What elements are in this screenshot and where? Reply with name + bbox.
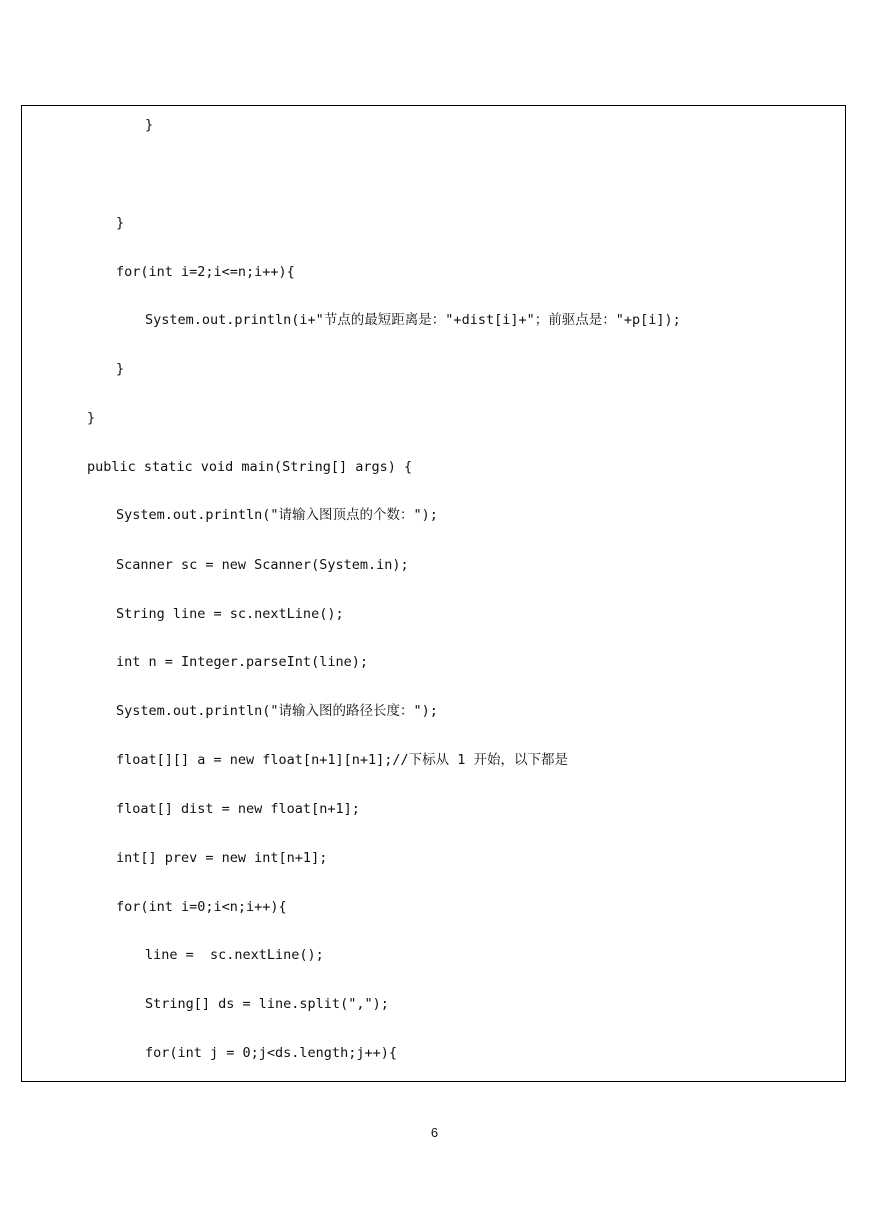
- code-line: int[] prev = new int[n+1];: [116, 850, 328, 866]
- code-line: int n = Integer.parseInt(line);: [116, 654, 368, 670]
- page-number: 6: [430, 1125, 439, 1140]
- code-line: for(int i=0;i<n;i++){: [116, 899, 287, 915]
- code-line: String[] ds = line.split(",");: [145, 996, 389, 1012]
- code-line: System.out.println("请输入图的路径长度：");: [116, 703, 438, 719]
- code-line: System.out.println("请输入图顶点的个数：");: [116, 507, 438, 523]
- code-line: float[][] a = new float[n+1][n+1];//下标从 1 开始，以下都是: [116, 752, 568, 768]
- code-line: public static void main(String[] args) {: [87, 459, 413, 475]
- code-line: String line = sc.nextLine();: [116, 606, 344, 622]
- code-frame: [21, 105, 846, 1082]
- code-line: float[] dist = new float[n+1];: [116, 801, 360, 817]
- code-line: }: [87, 410, 96, 426]
- code-line: }: [116, 361, 125, 377]
- code-line: for(int j = 0;j<ds.length;j++){: [145, 1045, 397, 1061]
- code-line: Scanner sc = new Scanner(System.in);: [116, 557, 409, 573]
- code-line: }: [116, 215, 125, 231]
- code-line: line = sc.nextLine();: [145, 947, 324, 963]
- code-line: System.out.println(i+"节点的最短距离是："+dist[i]+"；前驱点是："+p[i]);: [145, 312, 681, 328]
- code-line: for(int i=2;i<=n;i++){: [116, 264, 295, 280]
- code-line: }: [145, 117, 154, 133]
